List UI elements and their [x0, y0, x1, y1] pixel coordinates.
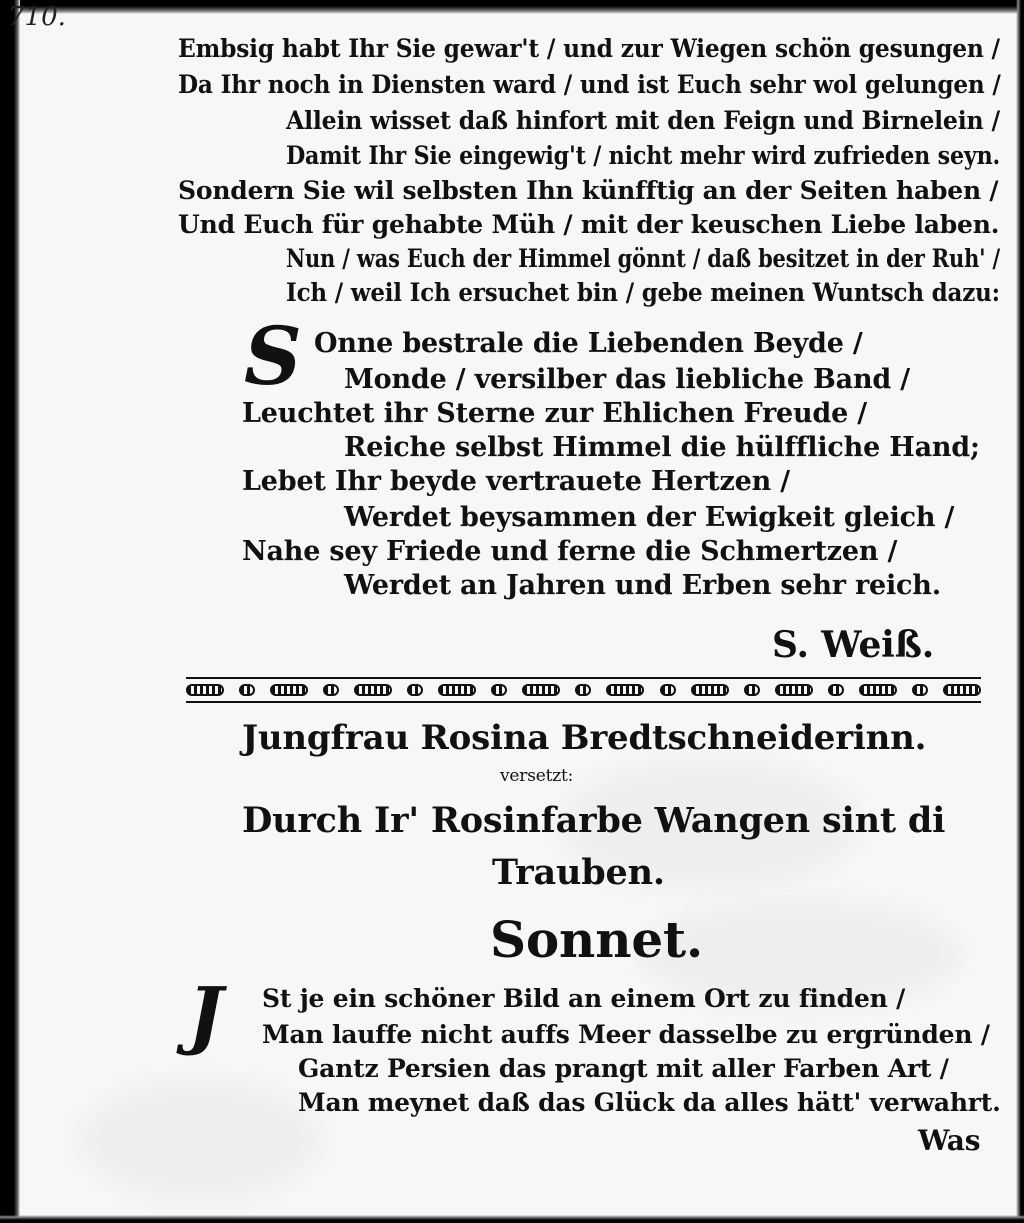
ornament-bead: [491, 684, 507, 696]
subheading: versetzt:: [500, 766, 574, 786]
ornament-bead: [691, 684, 729, 696]
sonnet-line: St je ein schöner Bild an einem Ort zu finden /: [262, 984, 906, 1013]
ornament-bead: [438, 684, 476, 696]
verse-one-line: Ich / weil Ich ersuchet bin / gebe meinen Wuntsch dazu:: [286, 278, 1000, 307]
verse-two-line: Monde / versilber das liebliche Band /: [344, 364, 910, 395]
verse-two-line: Leuchtet ihr Sterne zur Ehlichen Freude /: [242, 398, 867, 429]
sonnet-line: Man meynet daß das Glück da alles hätt' verwahrt.: [298, 1088, 1001, 1117]
anagram-line: Trauben.: [492, 852, 665, 893]
ornament-bead: [239, 684, 255, 696]
ornament-bead: [943, 684, 981, 696]
ornament-bead: [606, 684, 644, 696]
verse-two-line: Lebet Ihr beyde vertrauete Hertzen /: [242, 466, 790, 497]
drop-cap-i: J: [188, 972, 224, 1058]
heading: Jungfrau Rosina Bredtschneiderinn.: [242, 718, 927, 758]
show-through-blotch: [80, 1080, 320, 1200]
drop-cap-s: S: [244, 309, 302, 403]
signature: S. Weiß.: [772, 624, 935, 666]
ornament-rule-top: [186, 677, 981, 679]
scan-edge-left: [0, 0, 20, 1223]
verse-one-line: Sondern Sie wil selbsten Ihn künfftig an der Seiten haben /: [178, 176, 999, 205]
sonnet-line: Gantz Persien das prangt mit aller Farben Art /: [298, 1054, 949, 1083]
ornament-bead: [407, 684, 423, 696]
verse-two-line: Werdet an Jahren und Erben sehr reich.: [344, 570, 941, 601]
ornament-rule-bottom: [186, 701, 981, 703]
ornament-bead: [323, 684, 339, 696]
verse-one-line: Damit Ihr Sie eingewig't / nicht mehr wird zufrieden seyn.: [286, 141, 1001, 170]
ornament-bead: [775, 684, 813, 696]
verse-one-line: Allein wisset daß hinfort mit den Feign und Birnelein /: [286, 106, 1000, 135]
ornament-bead: [828, 684, 844, 696]
ornament-bead: [522, 684, 560, 696]
ornament-bead: [354, 684, 392, 696]
ornament-bead: [859, 684, 897, 696]
verse-one-line: Da Ihr noch in Diensten ward / und ist Euch sehr wol gelungen /: [178, 70, 1001, 99]
scan-edge-top: [0, 0, 1024, 14]
verse-two-line: Werdet beysammen der Ewigkeit gleich /: [344, 502, 955, 533]
scan-edge-bottom: [0, 1215, 1024, 1223]
sonnet-title: Sonnet.: [490, 910, 704, 969]
ornament-bead: [660, 684, 676, 696]
ornament-bead: [912, 684, 928, 696]
ornament-bead: [744, 684, 760, 696]
catchword: Was: [918, 1124, 981, 1157]
verse-one-line: Nun / was Euch der Himmel gönnt / daß besitzet in der Ruh' /: [286, 244, 1001, 273]
verse-one-line: Embsig habt Ihr Sie gewar't / und zur Wiegen schön gesungen /: [178, 34, 1000, 63]
sonnet-line: Man lauffe nicht auffs Meer dasselbe zu ergründen /: [262, 1020, 990, 1049]
verse-two-line: Onne bestrale die Liebenden Beyde /: [314, 328, 863, 359]
ornament-bead: [270, 684, 308, 696]
ornamental-rule: [186, 677, 981, 703]
page-number: 710.: [8, 2, 66, 32]
ornament-bead: [186, 684, 224, 696]
verse-two-line: Nahe sey Friede und ferne die Schmertzen /: [242, 536, 898, 567]
verse-one-line: Und Euch für gehabte Müh / mit der keuschen Liebe laben.: [178, 210, 1000, 239]
ornament-beads: [186, 682, 981, 698]
scan-edge-right: [1016, 0, 1024, 1223]
anagram-line: Durch Ir' Rosinfarbe Wangen sint di: [242, 800, 946, 841]
ornament-bead: [575, 684, 591, 696]
verse-two-line: Reiche selbst Himmel die hülffliche Hand;: [344, 432, 980, 463]
